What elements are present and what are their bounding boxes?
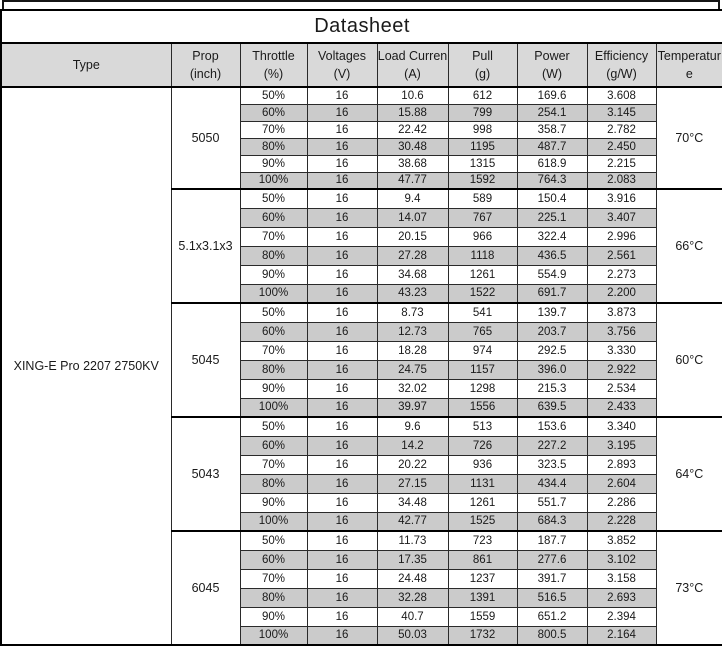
cell-efficiency: 2.228 bbox=[587, 512, 656, 531]
cell-load-current: 27.15 bbox=[377, 474, 448, 493]
cell-efficiency: 2.893 bbox=[587, 455, 656, 474]
cell-load-current: 47.77 bbox=[377, 172, 448, 189]
cell-load-current: 22.42 bbox=[377, 121, 448, 138]
cell-power: 150.4 bbox=[517, 189, 587, 208]
cell-load-current: 24.75 bbox=[377, 360, 448, 379]
table-body bbox=[1, 87, 722, 645]
cell-efficiency: 3.608 bbox=[587, 87, 656, 104]
cell-efficiency: 2.286 bbox=[587, 493, 656, 512]
cell-pull: 513 bbox=[448, 417, 517, 436]
cell-pull: 799 bbox=[448, 104, 517, 121]
page-title: Datasheet bbox=[1, 10, 722, 43]
cell-voltages: 16 bbox=[307, 246, 377, 265]
cell-pull: 1391 bbox=[448, 588, 517, 607]
temperature-cell: 64°C bbox=[656, 417, 722, 531]
column-header-row bbox=[1, 43, 722, 87]
cell-power: 225.1 bbox=[517, 208, 587, 227]
column-header-label: Load Curren bbox=[377, 48, 448, 63]
cell-throttle: 60% bbox=[240, 104, 307, 121]
cell-pull: 723 bbox=[448, 531, 517, 550]
cell-throttle: 80% bbox=[240, 138, 307, 155]
cell-power: 391.7 bbox=[517, 569, 587, 588]
cell-load-current: 32.28 bbox=[377, 588, 448, 607]
cell-throttle: 80% bbox=[240, 246, 307, 265]
cell-load-current: 40.7 bbox=[377, 607, 448, 626]
cell-pull: 1298 bbox=[448, 379, 517, 398]
cell-pull: 767 bbox=[448, 208, 517, 227]
cell-voltages: 16 bbox=[307, 121, 377, 138]
cell-pull: 1261 bbox=[448, 493, 517, 512]
column-header-label: Throttle bbox=[252, 48, 295, 63]
cell-pull: 1157 bbox=[448, 360, 517, 379]
cell-power: 691.7 bbox=[517, 284, 587, 303]
cell-voltages: 16 bbox=[307, 208, 377, 227]
prop-cell: 5.1x3.1x3 bbox=[171, 189, 240, 303]
cell-efficiency: 3.873 bbox=[587, 303, 656, 322]
prop-cell: 5043 bbox=[171, 417, 240, 531]
cell-pull: 1525 bbox=[448, 512, 517, 531]
column-header-unit: (g) bbox=[474, 67, 491, 81]
cell-pull: 998 bbox=[448, 121, 517, 138]
cell-throttle: 70% bbox=[240, 227, 307, 246]
cell-load-current: 20.15 bbox=[377, 227, 448, 246]
cell-pull: 974 bbox=[448, 341, 517, 360]
cell-power: 323.5 bbox=[517, 455, 587, 474]
cell-voltages: 16 bbox=[307, 588, 377, 607]
cell-pull: 541 bbox=[448, 303, 517, 322]
cell-throttle: 50% bbox=[240, 189, 307, 208]
cell-load-current: 20.22 bbox=[377, 455, 448, 474]
cell-voltages: 16 bbox=[307, 550, 377, 569]
cell-load-current: 10.6 bbox=[377, 87, 448, 104]
cell-throttle: 100% bbox=[240, 172, 307, 189]
title-row bbox=[1, 10, 722, 43]
cell-power: 618.9 bbox=[517, 155, 587, 172]
cell-efficiency: 2.083 bbox=[587, 172, 656, 189]
cell-power: 322.4 bbox=[517, 227, 587, 246]
cell-pull: 726 bbox=[448, 436, 517, 455]
cell-voltages: 16 bbox=[307, 138, 377, 155]
cell-voltages: 16 bbox=[307, 436, 377, 455]
cell-power: 434.4 bbox=[517, 474, 587, 493]
cell-load-current: 27.28 bbox=[377, 246, 448, 265]
cell-voltages: 16 bbox=[307, 360, 377, 379]
cell-throttle: 60% bbox=[240, 436, 307, 455]
cell-load-current: 39.97 bbox=[377, 398, 448, 417]
cell-efficiency: 2.922 bbox=[587, 360, 656, 379]
cell-load-current: 42.77 bbox=[377, 512, 448, 531]
column-header-label: Pull bbox=[472, 48, 493, 63]
cell-voltages: 16 bbox=[307, 493, 377, 512]
prop-cell: 5050 bbox=[171, 87, 240, 189]
cell-power: 254.1 bbox=[517, 104, 587, 121]
cell-voltages: 16 bbox=[307, 531, 377, 550]
cell-voltages: 16 bbox=[307, 417, 377, 436]
cell-efficiency: 2.273 bbox=[587, 265, 656, 284]
cell-voltages: 16 bbox=[307, 607, 377, 626]
column-header-label: Prop bbox=[192, 48, 219, 63]
column-header-unit: (%) bbox=[263, 67, 284, 81]
cell-efficiency: 3.407 bbox=[587, 208, 656, 227]
cell-voltages: 16 bbox=[307, 341, 377, 360]
cell-efficiency: 2.604 bbox=[587, 474, 656, 493]
column-header-unit: (inch) bbox=[189, 67, 222, 81]
prop-cell: 6045 bbox=[171, 531, 240, 645]
cell-load-current: 32.02 bbox=[377, 379, 448, 398]
cell-voltages: 16 bbox=[307, 379, 377, 398]
cell-load-current: 34.48 bbox=[377, 493, 448, 512]
column-header-voltages bbox=[307, 43, 377, 87]
cell-throttle: 90% bbox=[240, 265, 307, 284]
cell-power: 436.5 bbox=[517, 246, 587, 265]
column-header-label: Temperatur bbox=[657, 48, 721, 63]
column-header-prop bbox=[171, 43, 240, 87]
cell-voltages: 16 bbox=[307, 265, 377, 284]
column-header-unit: (W) bbox=[541, 67, 563, 81]
column-header-pull bbox=[448, 43, 517, 87]
cell-efficiency: 3.330 bbox=[587, 341, 656, 360]
column-header-type bbox=[1, 43, 171, 87]
cell-voltages: 16 bbox=[307, 322, 377, 341]
cell-efficiency: 2.215 bbox=[587, 155, 656, 172]
cell-throttle: 50% bbox=[240, 531, 307, 550]
cell-pull: 612 bbox=[448, 87, 517, 104]
cell-throttle: 80% bbox=[240, 360, 307, 379]
cell-load-current: 30.48 bbox=[377, 138, 448, 155]
cell-power: 227.2 bbox=[517, 436, 587, 455]
cell-load-current: 11.73 bbox=[377, 531, 448, 550]
cell-power: 487.7 bbox=[517, 138, 587, 155]
cell-pull: 1131 bbox=[448, 474, 517, 493]
cell-throttle: 90% bbox=[240, 493, 307, 512]
datasheet-table bbox=[0, 9, 722, 646]
cell-throttle: 50% bbox=[240, 303, 307, 322]
cell-voltages: 16 bbox=[307, 569, 377, 588]
cell-throttle: 60% bbox=[240, 208, 307, 227]
cell-power: 277.6 bbox=[517, 550, 587, 569]
column-header-label: Power bbox=[534, 48, 570, 63]
cell-power: 187.7 bbox=[517, 531, 587, 550]
cell-efficiency: 3.340 bbox=[587, 417, 656, 436]
cell-efficiency: 2.164 bbox=[587, 626, 656, 645]
column-header-load-current bbox=[377, 43, 448, 87]
column-header-efficiency bbox=[587, 43, 656, 87]
cell-pull: 936 bbox=[448, 455, 517, 474]
cell-efficiency: 2.450 bbox=[587, 138, 656, 155]
cell-efficiency: 3.102 bbox=[587, 550, 656, 569]
column-header-label: Efficiency bbox=[594, 48, 649, 63]
table-row bbox=[1, 87, 722, 104]
cell-efficiency: 3.756 bbox=[587, 322, 656, 341]
cell-efficiency: 2.561 bbox=[587, 246, 656, 265]
cell-efficiency: 2.200 bbox=[587, 284, 656, 303]
cell-load-current: 38.68 bbox=[377, 155, 448, 172]
cell-efficiency: 3.916 bbox=[587, 189, 656, 208]
cell-pull: 765 bbox=[448, 322, 517, 341]
cell-load-current: 14.2 bbox=[377, 436, 448, 455]
cell-pull: 966 bbox=[448, 227, 517, 246]
cell-voltages: 16 bbox=[307, 189, 377, 208]
column-header-throttle bbox=[240, 43, 307, 87]
cell-throttle: 90% bbox=[240, 607, 307, 626]
column-header-unit: (g/W) bbox=[606, 67, 637, 81]
cell-pull: 1732 bbox=[448, 626, 517, 645]
cell-power: 358.7 bbox=[517, 121, 587, 138]
cell-pull: 1315 bbox=[448, 155, 517, 172]
cell-power: 139.7 bbox=[517, 303, 587, 322]
temperature-cell: 66°C bbox=[656, 189, 722, 303]
cell-power: 639.5 bbox=[517, 398, 587, 417]
cell-load-current: 8.73 bbox=[377, 303, 448, 322]
cell-voltages: 16 bbox=[307, 303, 377, 322]
cell-voltages: 16 bbox=[307, 227, 377, 246]
cell-voltages: 16 bbox=[307, 474, 377, 493]
cell-efficiency: 3.145 bbox=[587, 104, 656, 121]
cell-voltages: 16 bbox=[307, 104, 377, 121]
cell-throttle: 70% bbox=[240, 121, 307, 138]
cell-load-current: 18.28 bbox=[377, 341, 448, 360]
column-header-power bbox=[517, 43, 587, 87]
cell-power: 203.7 bbox=[517, 322, 587, 341]
cell-throttle: 80% bbox=[240, 588, 307, 607]
cell-throttle: 100% bbox=[240, 398, 307, 417]
cell-power: 516.5 bbox=[517, 588, 587, 607]
cell-throttle: 60% bbox=[240, 322, 307, 341]
cell-throttle: 100% bbox=[240, 626, 307, 645]
cell-load-current: 43.23 bbox=[377, 284, 448, 303]
cell-load-current: 24.48 bbox=[377, 569, 448, 588]
cell-throttle: 80% bbox=[240, 474, 307, 493]
cell-pull: 1195 bbox=[448, 138, 517, 155]
cell-throttle: 70% bbox=[240, 341, 307, 360]
cell-power: 215.3 bbox=[517, 379, 587, 398]
cell-efficiency: 3.852 bbox=[587, 531, 656, 550]
cell-efficiency: 2.693 bbox=[587, 588, 656, 607]
cell-power: 800.5 bbox=[517, 626, 587, 645]
column-header-temperature bbox=[656, 43, 722, 87]
cell-throttle: 90% bbox=[240, 379, 307, 398]
cell-voltages: 16 bbox=[307, 172, 377, 189]
cell-throttle: 70% bbox=[240, 569, 307, 588]
cell-throttle: 90% bbox=[240, 155, 307, 172]
column-header-unit: (V) bbox=[333, 67, 351, 81]
temperature-cell: 70°C bbox=[656, 87, 722, 189]
cell-power: 396.0 bbox=[517, 360, 587, 379]
cell-load-current: 9.4 bbox=[377, 189, 448, 208]
cell-efficiency: 2.394 bbox=[587, 607, 656, 626]
cell-load-current: 12.73 bbox=[377, 322, 448, 341]
top-partial-row bbox=[2, 0, 720, 9]
cell-load-current: 9.6 bbox=[377, 417, 448, 436]
cell-efficiency: 2.996 bbox=[587, 227, 656, 246]
column-header-unit: e bbox=[685, 67, 693, 81]
cell-voltages: 16 bbox=[307, 626, 377, 645]
cell-load-current: 14.07 bbox=[377, 208, 448, 227]
cell-voltages: 16 bbox=[307, 87, 377, 104]
cell-pull: 861 bbox=[448, 550, 517, 569]
cell-load-current: 17.35 bbox=[377, 550, 448, 569]
cell-voltages: 16 bbox=[307, 455, 377, 474]
cell-voltages: 16 bbox=[307, 155, 377, 172]
cell-power: 684.3 bbox=[517, 512, 587, 531]
cell-load-current: 50.03 bbox=[377, 626, 448, 645]
cell-pull: 1118 bbox=[448, 246, 517, 265]
cell-power: 169.6 bbox=[517, 87, 587, 104]
cell-efficiency: 3.158 bbox=[587, 569, 656, 588]
type-cell: XING-E Pro 2207 2750KV bbox=[1, 87, 171, 645]
cell-pull: 1592 bbox=[448, 172, 517, 189]
cell-efficiency: 2.433 bbox=[587, 398, 656, 417]
cell-pull: 1522 bbox=[448, 284, 517, 303]
cell-efficiency: 3.195 bbox=[587, 436, 656, 455]
temperature-cell: 60°C bbox=[656, 303, 722, 417]
column-header-label: Voltages bbox=[318, 48, 366, 63]
cell-voltages: 16 bbox=[307, 512, 377, 531]
cell-load-current: 15.88 bbox=[377, 104, 448, 121]
cell-pull: 1559 bbox=[448, 607, 517, 626]
cell-efficiency: 2.782 bbox=[587, 121, 656, 138]
cell-voltages: 16 bbox=[307, 284, 377, 303]
cell-power: 153.6 bbox=[517, 417, 587, 436]
cell-voltages: 16 bbox=[307, 398, 377, 417]
temperature-cell: 73°C bbox=[656, 531, 722, 645]
cell-throttle: 100% bbox=[240, 512, 307, 531]
cell-pull: 1237 bbox=[448, 569, 517, 588]
cell-throttle: 60% bbox=[240, 550, 307, 569]
cell-throttle: 70% bbox=[240, 455, 307, 474]
column-header-label: Type bbox=[72, 57, 100, 72]
cell-power: 292.5 bbox=[517, 341, 587, 360]
cell-pull: 1261 bbox=[448, 265, 517, 284]
prop-cell: 5045 bbox=[171, 303, 240, 417]
cell-throttle: 50% bbox=[240, 87, 307, 104]
cell-power: 651.2 bbox=[517, 607, 587, 626]
cell-throttle: 50% bbox=[240, 417, 307, 436]
cell-throttle: 100% bbox=[240, 284, 307, 303]
cell-load-current: 34.68 bbox=[377, 265, 448, 284]
column-header-unit: (A) bbox=[404, 67, 421, 81]
cell-pull: 1556 bbox=[448, 398, 517, 417]
cell-pull: 589 bbox=[448, 189, 517, 208]
cell-power: 554.9 bbox=[517, 265, 587, 284]
cell-power: 551.7 bbox=[517, 493, 587, 512]
cell-power: 764.3 bbox=[517, 172, 587, 189]
cell-efficiency: 2.534 bbox=[587, 379, 656, 398]
